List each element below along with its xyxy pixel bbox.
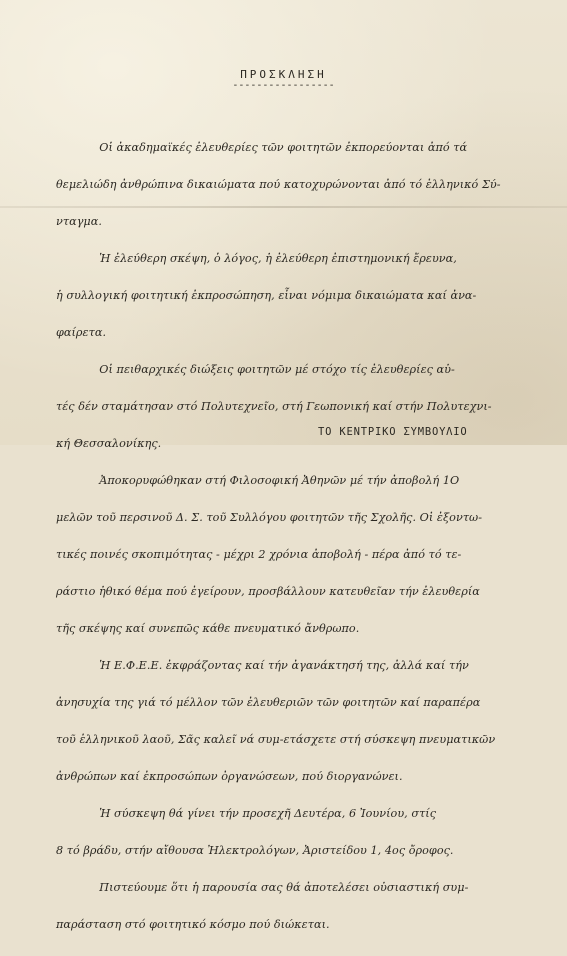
body-line: φαίρετα. (56, 325, 107, 339)
body-line: τικές ποινές σκοπιμότητας - μέχρι 2 χρόνια ἀποβολή - πέρα ἀπό τό τε- (56, 548, 462, 562)
body-line: παράσταση στό φοιτητικό κόσμο πού διώκεται. (56, 918, 330, 932)
body-line: θεμελιώδη ἀνθρώπινα δικαιώματα πού κατοχυρώνονται ἀπό τό ἑλληνικό Σύ- (56, 177, 501, 191)
body-line: κή Θεσσαλονίκης. (56, 436, 162, 450)
body-line: Οἱ ἀκαδημαϊκές ἐλευθερίες τῶν φοιτητῶν ἐκπορεύονται ἀπό τά (56, 140, 468, 154)
body-line: τές δέν σταμάτησαν στό Πολυτεχνεῖο, στή Γεωπονική καί στήν Πολυτεχνι- (56, 399, 492, 413)
signature-line: ΤΟ ΚΕΝΤΡΙΚΟ ΣΥΜΒΟΥΛΙΟ (318, 426, 468, 438)
body-line: ἀνθρώπων καί ἐκπροσώπων ὀργανώσεων, πού διοργανώνει. (56, 770, 403, 784)
body-line: νταγμα. (56, 214, 102, 228)
body-line: Ἀποκορυφώθηκαν στή Φιλοσοφική Ἀθηνῶν μέ τήν ἀποβολή 1Ο (56, 473, 460, 487)
body-line: Ἡ Ε.Φ.Ε.Ε. ἐκφράζοντας καί τήν ἀγανάκτησή της, ἀλλά καί τήν (56, 659, 469, 673)
title-underline: ----------------- (232, 80, 335, 91)
body-line: ἀνησυχία της γιά τό μέλλον τῶν ἐλευθεριῶν τῶν φοιτητῶν καί παραπέρα (56, 696, 481, 710)
body-line: τοῦ ἑλληνικοῦ λαοῦ, Σᾶς καλεῖ νά συμ-ετάσχετε στή σύσκεψη πνευματικῶν (56, 733, 496, 747)
body-line: Πιστεύουμε ὅτι ἡ παρουσία σας θά ἀποτελέσει οὐσιαστική συμ- (56, 881, 469, 895)
body-line: τῆς σκέψης καί συνεπῶς κάθε πνευματικό ἄνθρωπο. (56, 622, 360, 636)
body-line: Οἱ πειθαρχικές διώξεις φοιτητῶν μέ στόχο τίς ἐλευθερίες αὐ- (56, 362, 455, 376)
body-line: ἡ συλλογική φοιτητική ἐκπροσώπηση, εἶναι νόμιμα δικαιώματα καί ἀνα- (56, 288, 477, 302)
body-line: Ἡ ἐλεύθερη σκέψη, ὁ λόγος, ἡ ἐλεύθερη ἐπιστημονική ἔρευνα, (56, 251, 457, 265)
body-line: 8 τό βράδυ, στήν αἴθουσα Ἠλεκτρολόγων, Ἀριστείδου 1, 4ος ὄροφος. (56, 844, 454, 858)
body-line: ράστιο ἠθικό θέμα πού ἐγείρουν, προσβάλλουν κατευθεῖαν τήν ἐλευθερία (56, 585, 480, 599)
body-line: Ἡ σύσκεψη θά γίνει τήν προσεχῆ Δευτέρα, 6 Ἰουνίου, στίς (56, 807, 437, 821)
document-title: ΠΡΟΣΚΛΗΣΗ (240, 68, 327, 81)
document-body (56, 117, 526, 956)
body-line: μελῶν τοῦ περσινοῦ Δ. Σ. τοῦ Συλλόγου φοιτητῶν τῆς Σχολῆς. Οἱ ἐξοντω- (56, 511, 483, 524)
